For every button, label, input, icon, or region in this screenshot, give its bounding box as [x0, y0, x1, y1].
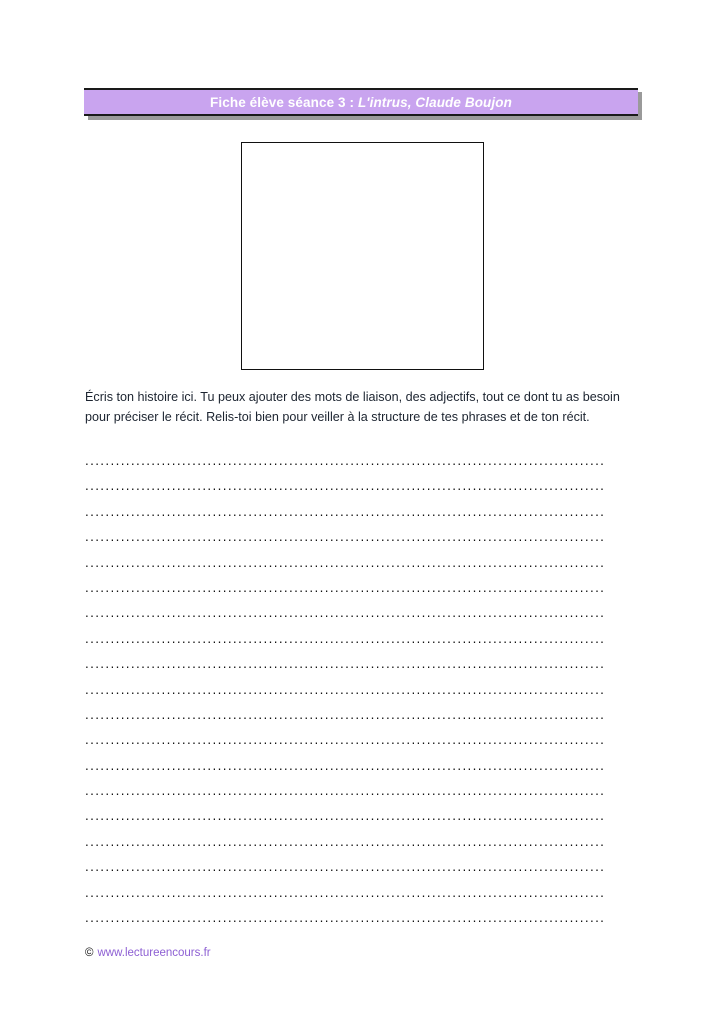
writing-line[interactable]: ...................................................................................................... — [85, 833, 606, 849]
writing-line[interactable]: ...................................................................................................... — [85, 554, 606, 570]
writing-line[interactable]: ...................................................................................................... — [85, 757, 606, 773]
instructions-text: Écris ton histoire ici. Tu peux ajouter des mots de liaison, des adjectifs, tout ce dont tu as besoin pour préciser le récit. Relis-toi bien pour veiller à la structure de tes phrases et de ton récit. — [85, 390, 620, 424]
footer — [85, 947, 211, 959]
banner-bar — [84, 88, 638, 116]
writing-line[interactable]: ...................................................................................................... — [85, 453, 606, 468]
header-banner — [84, 88, 638, 118]
writing-lines — [85, 448, 634, 930]
page-title — [210, 95, 512, 110]
writing-line[interactable]: ...................................................................................................... — [85, 605, 606, 621]
copyright-icon: © — [85, 947, 94, 959]
writing-line[interactable]: ...................................................................................................... — [85, 808, 606, 824]
writing-line[interactable]: ...................................................................................................... — [85, 503, 606, 519]
writing-line[interactable]: ...................................................................................................... — [85, 706, 606, 722]
page-title-prefix: Fiche élève séance 3 : — [210, 94, 358, 110]
page-title-book: L'intrus, Claude Boujon — [357, 94, 512, 110]
writing-line[interactable]: ...................................................................................................... — [85, 681, 606, 697]
writing-line[interactable]: ...................................................................................................... — [85, 910, 606, 926]
writing-line[interactable]: ...................................................................................................... — [85, 630, 606, 646]
writing-line[interactable]: ...................................................................................................... — [85, 478, 606, 494]
writing-line[interactable]: ...................................................................................................... — [85, 859, 606, 875]
writing-line[interactable]: ...................................................................................................... — [85, 579, 606, 595]
writing-line[interactable]: ...................................................................................................... — [85, 656, 606, 672]
drawing-area[interactable] — [241, 142, 484, 370]
writing-line[interactable]: ...................................................................................................... — [85, 529, 606, 545]
writing-line[interactable]: ...................................................................................................... — [85, 732, 606, 748]
writing-line[interactable]: ...................................................................................................... — [85, 884, 606, 900]
website-link[interactable]: www.lectureencours.fr — [97, 947, 211, 959]
writing-line[interactable]: ...................................................................................................... — [85, 783, 606, 799]
